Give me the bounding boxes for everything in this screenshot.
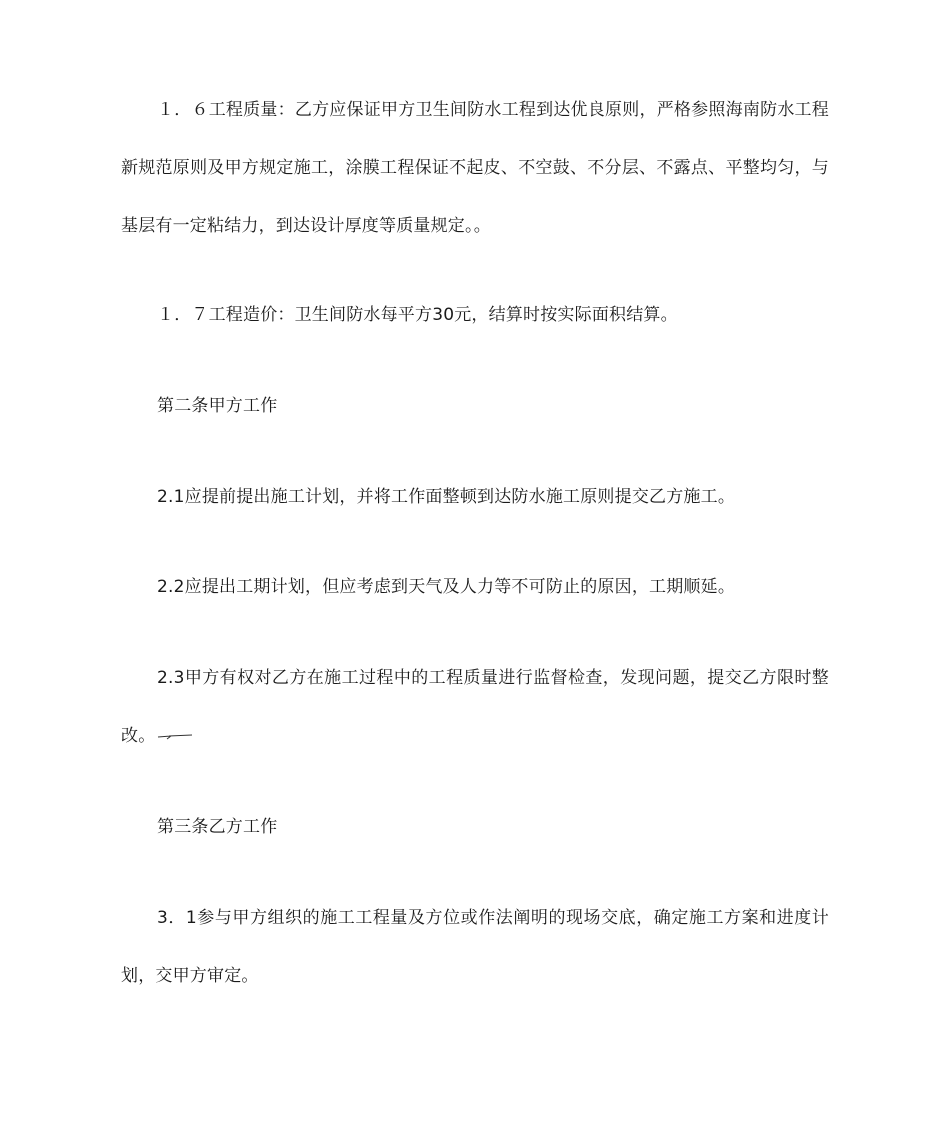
paragraph-2-1: 2.1应提前提出施工计划，并将工作面整顿到达防水施工原则提交乙方施工。	[157, 487, 736, 507]
paragraph-1-6-quality: １．６工程质量：乙方应保证甲方卫生间防水工程到达优良原则，严格参照海南防水工程新规范原则及甲方规定施工，涂膜工程保证不起皮、不空鼓、不分层、不露点、平整均匀，与基层有一定粘结力，到达设计厚度等质量规定。。	[121, 100, 829, 236]
scribble-mark-icon	[157, 731, 193, 741]
heading-article-2: 第二条甲方工作	[157, 396, 278, 416]
paragraph-2-3: 2.3甲方有权对乙方在施工过程中的工程质量进行监督检查，发现问题，提交乙方限时整改。	[121, 668, 829, 746]
paragraph-2-2: 2.2应提出工期计划，但应考虑到天气及人力等不可防止的原因，工期顺延。	[157, 577, 736, 597]
paragraph-1-7-cost: １．７工程造价：卫生间防水每平方30元，结算时按实际面积结算。	[157, 305, 678, 325]
paragraph-3-1: 3．1参与甲方组织的施工工程量及方位或作法阐明的现场交底，确定施工方案和进度计划，交甲方审定。	[121, 908, 829, 986]
heading-article-3: 第三条乙方工作	[157, 817, 278, 837]
paragraph-2-3-block	[121, 649, 829, 765]
